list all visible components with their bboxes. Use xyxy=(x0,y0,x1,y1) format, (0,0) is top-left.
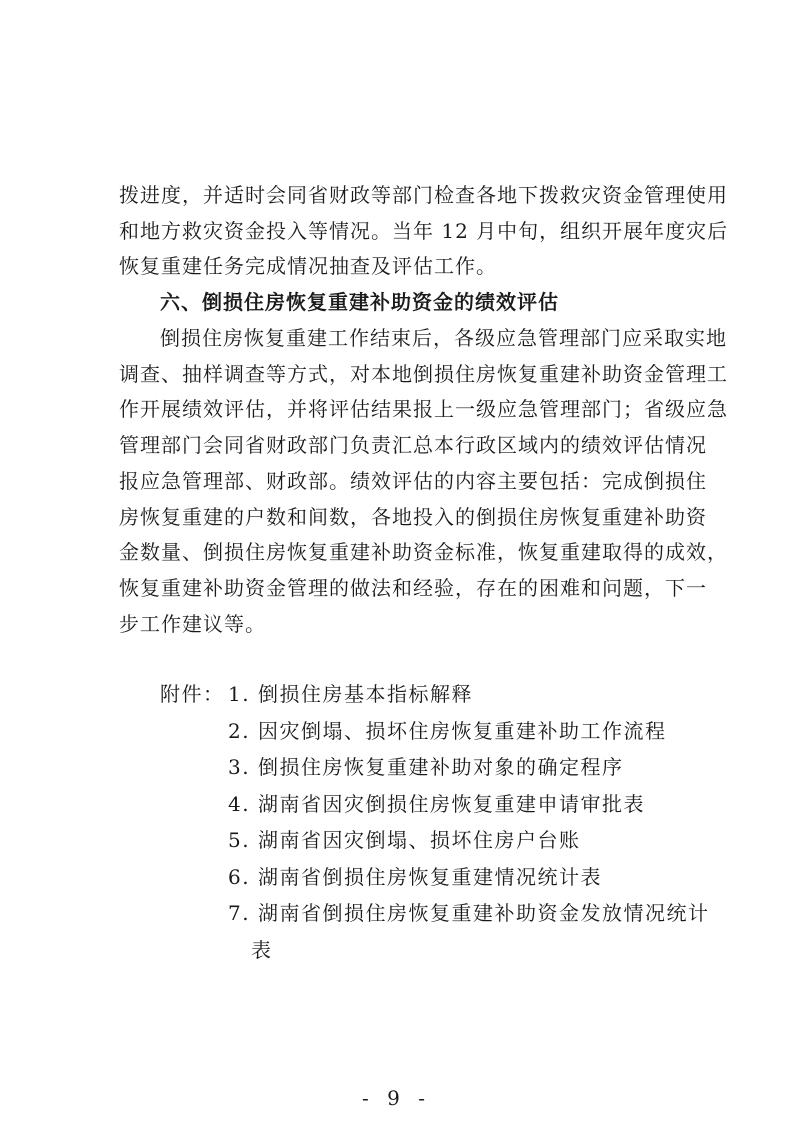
text-line: 恢复重建补助资金管理的做法和经验，存在的困难和问题，下一 xyxy=(119,575,707,600)
text-line: 和地方救灾资金投入等情况。当年 12 月中旬，组织开展年度灾后 xyxy=(119,218,729,243)
attachment-item: 3. 倒损住房恢复重建补助对象的确定程序 xyxy=(228,755,624,779)
text-line: 房恢复重建的户数和间数，各地投入的倒损住房恢复重建补助资 xyxy=(119,504,707,529)
text-line: 管理部门会同省财政部门负责汇总本行政区域内的绩效评估情况 xyxy=(119,433,707,458)
section-heading-block xyxy=(119,285,679,321)
text-line: 恢复重建任务完成情况抽查及评估工作。 xyxy=(119,254,497,279)
text-line: 步工作建议等。 xyxy=(119,611,266,636)
attachments-label: 附件： xyxy=(160,682,225,706)
text-line: 倒损住房恢复重建工作结束后，各级应急管理部门应采取实地 xyxy=(160,326,727,350)
paragraph-evaluation xyxy=(119,321,728,642)
attachments-list xyxy=(160,676,709,968)
section-heading: 六、倒损住房恢复重建补助资金的绩效评估 xyxy=(160,290,559,314)
attachment-item: 1. 倒损住房基本指标解释 xyxy=(228,682,473,706)
attachment-item: 2. 因灾倒塌、损坏住房恢复重建补助工作流程 xyxy=(228,718,667,743)
paragraph-continued xyxy=(119,178,729,285)
text-line: 作开展绩效评估，并将评估结果报上一级应急管理部门；省级应急 xyxy=(119,397,728,422)
attachment-item: 5. 湖南省因灾倒塌、损坏住房户台账 xyxy=(228,828,581,852)
text-line: 调查、抽样调查等方式，对本地倒损住房恢复重建补助资金管理工 xyxy=(119,361,728,386)
attachment-item: 4. 湖南省因灾倒损住房恢复重建申请审批表 xyxy=(228,791,645,816)
attachments-items xyxy=(228,676,709,968)
attachments-row xyxy=(160,676,709,968)
page-number: - 9 - xyxy=(362,1086,431,1110)
text-line: 金数量、倒损住房恢复重建补助资金标准，恢复重建取得的成效， xyxy=(119,540,728,565)
text-line: 拨进度，并适时会同省财政等部门检查各地下拨救灾资金管理使用 xyxy=(119,183,728,207)
attachment-item: 6. 湖南省倒损住房恢复重建情况统计表 xyxy=(228,864,602,889)
text-line: 报应急管理部、财政部。绩效评估的内容主要包括：完成倒损住 xyxy=(119,468,707,493)
attachment-item-continuation: 表 xyxy=(251,937,273,962)
attachment-item: 7. 湖南省倒损住房恢复重建补助资金发放情况统计 xyxy=(228,901,710,925)
